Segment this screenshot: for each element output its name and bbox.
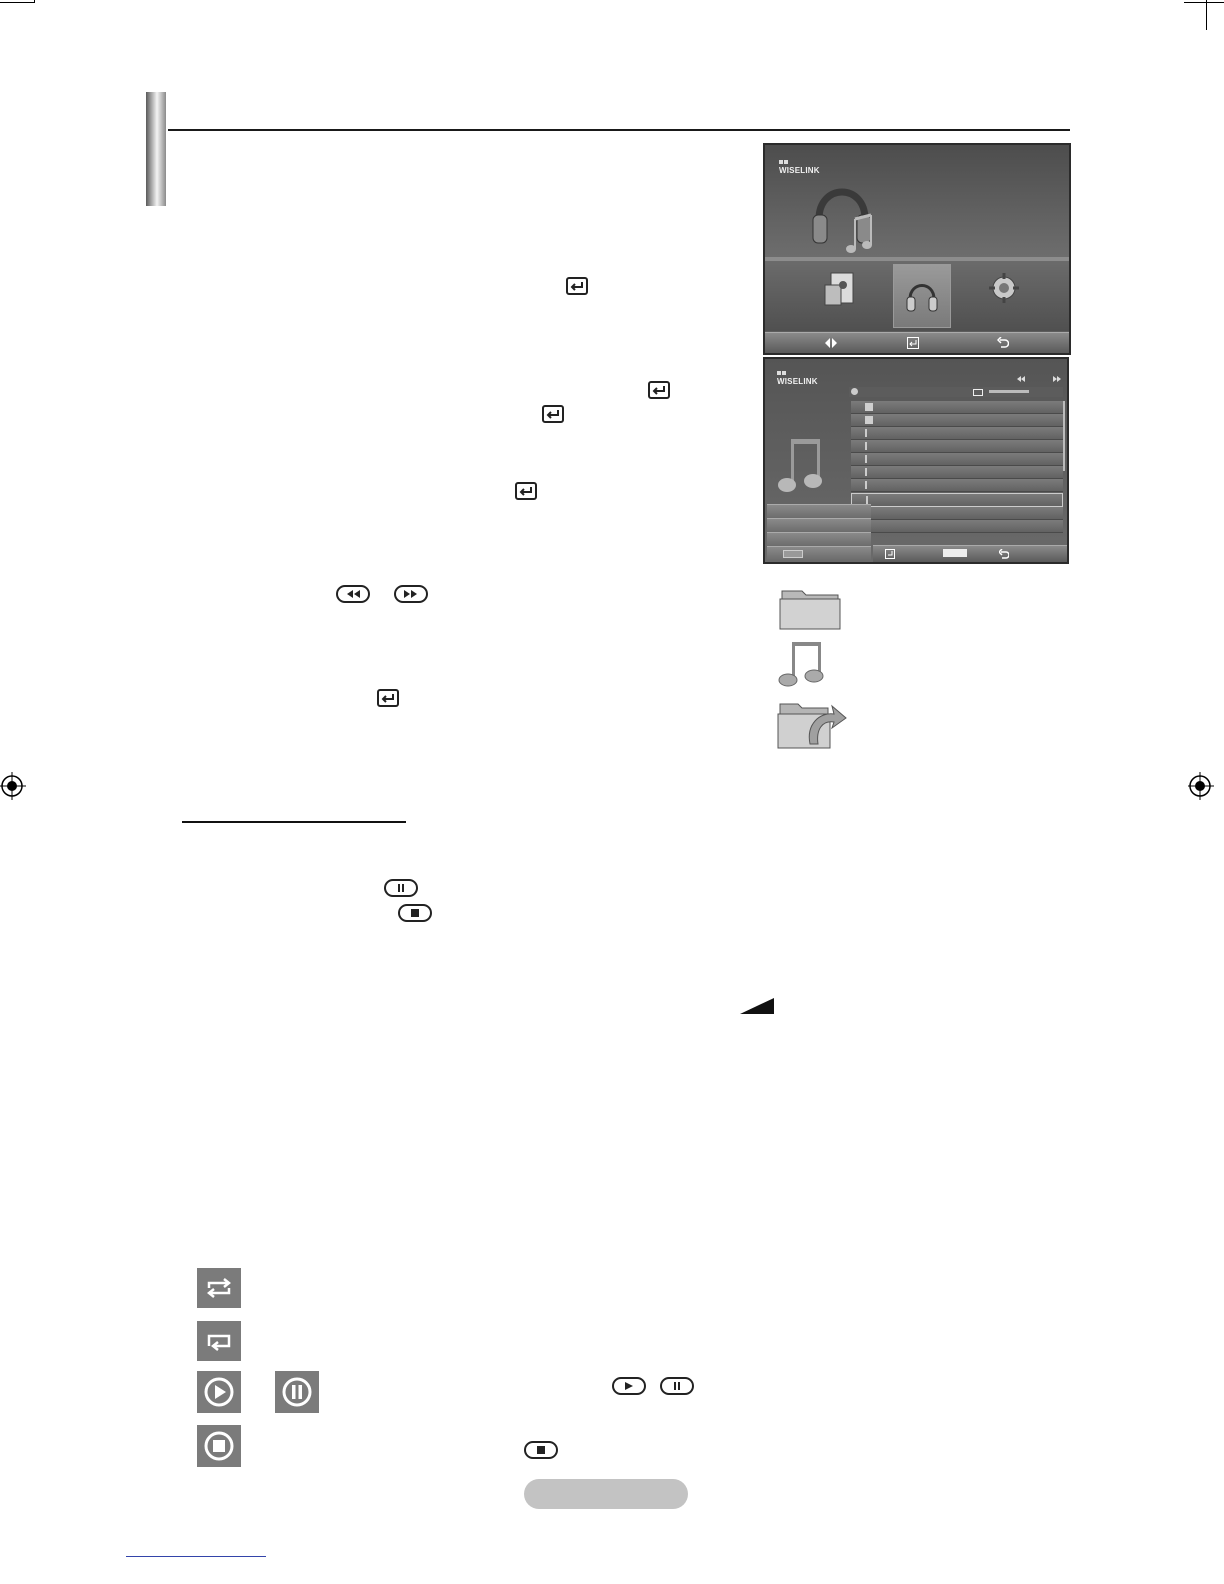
crop-mark-top-left [0, 2, 34, 3]
music-note-icon [778, 640, 830, 688]
folder-icon [865, 403, 873, 411]
wiselink-main-screen [763, 143, 1071, 355]
screen1-nav-bar [765, 332, 1069, 353]
repeat-all-icon [197, 1268, 241, 1308]
music-headphones-icon [906, 275, 938, 317]
menu-key-badge [783, 550, 803, 558]
stop-key-icon [398, 904, 432, 922]
page-number-pill [524, 1479, 688, 1509]
note-icon [865, 429, 875, 437]
repeat-one-icon [197, 1321, 241, 1361]
crop-mark-top-right [1184, 2, 1224, 3]
music-note-hero-icon [777, 437, 829, 495]
title-bar [146, 92, 166, 206]
folder-icon [778, 585, 842, 631]
menu-item[interactable] [767, 532, 871, 546]
list-scrollbar[interactable] [1063, 401, 1065, 471]
list-item[interactable] [851, 479, 1063, 492]
disc-icon [851, 388, 858, 395]
enter-icon [885, 549, 895, 559]
return-icon [997, 337, 1009, 349]
music-tile-selected[interactable] [893, 264, 951, 328]
list-item-selected[interactable] [851, 493, 1063, 507]
list-item[interactable] [851, 520, 1063, 533]
list-item[interactable] [851, 414, 1063, 427]
registration-mark-right [1186, 770, 1216, 802]
up-folder-icon [776, 694, 848, 750]
folder-icon [865, 416, 873, 424]
return-icon [999, 549, 1009, 559]
photo-icon[interactable] [823, 271, 857, 311]
crop-mark-top-center [1206, 0, 1207, 30]
note-icon [865, 455, 875, 463]
crop-mark-top-left-v [34, 0, 35, 3]
subheading-rule [182, 821, 406, 823]
play-key-icon [612, 1377, 646, 1395]
menu-item[interactable] [767, 546, 871, 560]
registration-mark-left [0, 770, 28, 802]
enter-key-icon [515, 482, 537, 500]
headphones-hero-icon [809, 169, 881, 255]
wiselink-logo: WISELINK [779, 157, 820, 175]
volume-triangle-icon [740, 998, 774, 1014]
menu-item[interactable] [767, 504, 871, 518]
footer-link-underline [126, 1556, 266, 1557]
usb-icon [973, 389, 983, 396]
note-icon [865, 442, 875, 450]
list-item[interactable] [851, 507, 1063, 520]
menu-item[interactable] [767, 518, 871, 532]
progress-track [989, 390, 1029, 393]
list-item[interactable] [851, 466, 1063, 479]
enter-key-icon [377, 689, 399, 707]
list-item[interactable] [851, 440, 1063, 453]
wiselink-music-list-screen [763, 357, 1069, 564]
wiselink-logo: WISELINK [777, 368, 818, 386]
list-item[interactable] [851, 427, 1063, 440]
enter-key-icon [566, 277, 588, 295]
stop-key-icon [524, 1441, 558, 1459]
list-item[interactable] [851, 453, 1063, 466]
left-right-arrows-icon [825, 338, 837, 348]
rewind-small-icon [1017, 376, 1025, 382]
note-icon [865, 468, 875, 476]
header-strip [849, 387, 1063, 397]
note-icon [866, 496, 876, 504]
rewind-key-icon [336, 585, 370, 603]
pause-icon [275, 1371, 319, 1413]
play-icon [197, 1371, 241, 1413]
screen2-nav-bar [873, 545, 1067, 562]
tools-key-badge [943, 549, 967, 557]
list-item[interactable] [851, 401, 1063, 414]
pause-key-icon [660, 1377, 694, 1395]
fast-forward-key-icon [394, 585, 428, 603]
enter-key-icon [648, 381, 670, 399]
title-rule [168, 129, 1070, 131]
enter-icon [907, 337, 919, 349]
enter-key-icon [542, 405, 564, 423]
stop-icon [197, 1425, 241, 1467]
note-icon [865, 481, 875, 489]
fast-forward-small-icon [1053, 376, 1061, 382]
pause-key-icon [384, 879, 418, 897]
setup-icon[interactable] [989, 273, 1019, 303]
